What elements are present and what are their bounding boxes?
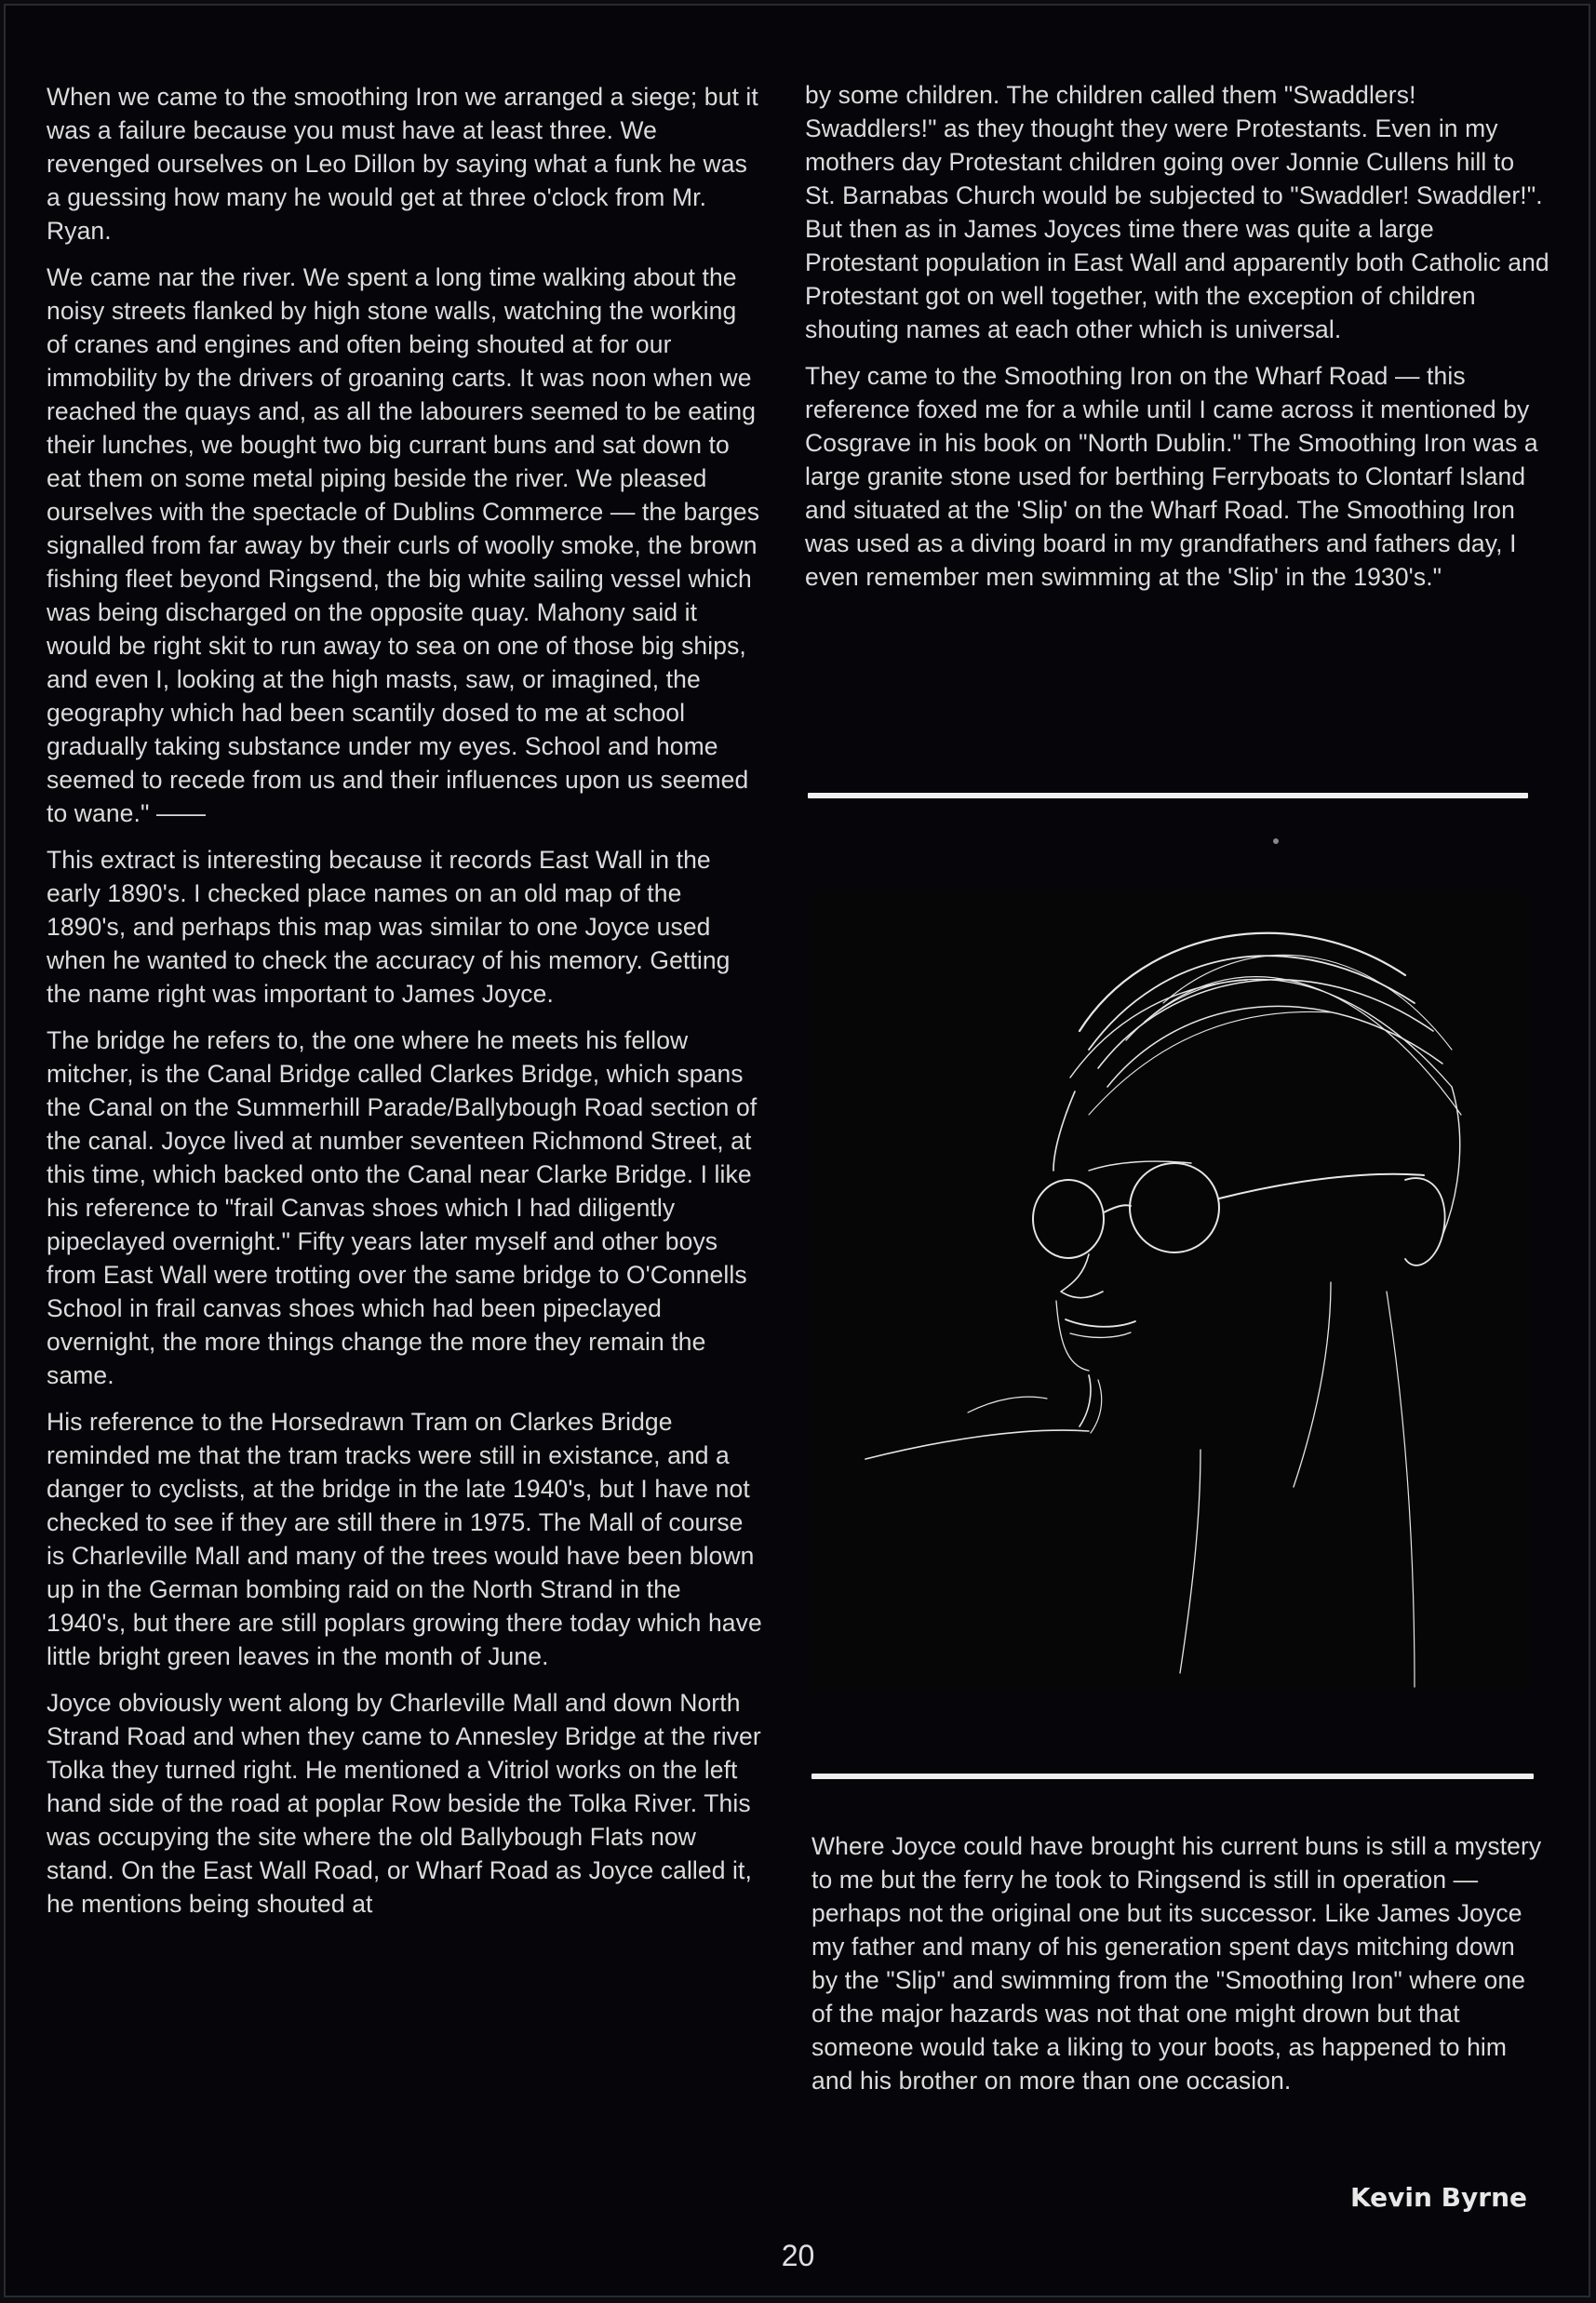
paragraph: When we came to the smoothing Iron we arranged a siege; but it was a failure because you must have at least three. We revenged ourselves on Leo Dillon by saying what a funk he was a guessing how many he would get at three o'clock from Mr. Ryan. xyxy=(47,83,758,245)
divider-rule xyxy=(808,793,1528,798)
page-number: 20 xyxy=(781,2239,815,2272)
paragraph: Joyce obviously went along by Charleville Mall and down North Strand Road and when they came to Annesley Bridge at the river Tolka they turned right. He mentioned a Vitriol works on the left hand side of the road at poplar Row beside the Tolka River. This was occupying the site where the old Ballybough Flats now stand. On the East Wall Road, or Wharf Road as Joyce called it, he mentions being shouted at xyxy=(47,1689,761,1918)
paragraph: Where Joyce could have brought his current buns is still a mystery to me but the ferry he took to Ringsend is still in operation — perhaps not the original one but its successor. Like James Joyce my father and many of his generation spent days mitching down by the "Slip" and swimming from the "Smoothing Iron" where one of the major hazards was not that one might drown but that someone would take a liking to your boots, as happened to him and his brother on more than one occasion. xyxy=(811,1832,1542,2095)
divider-rule xyxy=(811,1774,1534,1779)
paragraph: The bridge he refers to, the one where he meets his fellow mitcher, is the Canal Bridge called Clarkes Bridge, which spans the Canal on the Summerhill Parade/Ballybough Road section of the canal. Joyce lived at number seventeen Richmond Street, at this time, which backed onto the Canal near Clarke Bridge. I like his reference to "frail Canvas shoes which I had diligently pipeclayed overnight." Fifty years later myself and other boys from East Wall were trotting over the same bridge to O'Connells School in frail canvas shoes which had been pipeclayed overnight, the more things change the more they remain the same. xyxy=(47,1026,758,1389)
left-column xyxy=(47,80,763,1934)
paragraph: We came nar the river. We spent a long time walking about the noisy streets flanked by high stone walls, watching the working of cranes and engines and often being shouted at for our immobility by the drivers of groaning carts. It was noon when we reached the quays and, as all the labourers seemed to be eating their lunches, we bought two big currant buns and sat down to eat them on some metal piping beside the river. We pleased ourselves with the spectacle of Dublins Commerce — the barges signalled from far away by their curls of woolly smoke, the brown fishing fleet beyond Ringsend, the big white sailing vessel which was being discharged on the opposite quay. Mahony said it would be right skit to run away to sea on one of those big ships, and even I, looking at the high masts, saw, or imagined, the geography which had been scantily dosed to me at school gradually taking substance under my eyes. School and home seemed to recede from us and their influences upon us seemed to wane." —— xyxy=(47,263,760,827)
paragraph: His reference to the Horsedrawn Tram on Clarkes Bridge reminded me that the tram tracks were still in existance, and a danger to cyclists, at the bridge in the late 1940's, but I have not checked to see if they are still there in 1975. The Mall of course is Charleville Mall and many of the trees would have been blown up in the German bombing raid on the North Strand in the 1940's, but there are still poplars growing there today which have little bright green leaves in the month of June. xyxy=(47,1408,762,1670)
paragraph: They came to the Smoothing Iron on the Wharf Road — this reference foxed me for a while until I came across it mentioned by Cosgrave in his book on "North Dublin." The Smoothing Iron was a large granite stone used for berthing Ferryboats to Clontarf Island and situated at the 'Slip' on the Wharf Road. The Smoothing Iron was used as a diving board in my grandfathers and fathers day, I even remember men swimming at the 'Slip' in the 1930's." xyxy=(805,362,1538,591)
speck xyxy=(1273,838,1279,844)
portrait-sketch-image xyxy=(810,891,1528,1690)
paragraph: This extract is interesting because it records East Wall in the early 1890's. I checked place names on an old map of the 1890's, and perhaps this map was similar to one Joyce used when he wanted to check the accuracy of his memory. Getting the name right was important to James Joyce. xyxy=(47,846,731,1008)
right-column-bottom xyxy=(811,1829,1547,2110)
author-byline: Kevin Byrne xyxy=(1349,2182,1527,2213)
paragraph: by some children. The children called them "Swaddlers! Swaddlers!" as they thought they were Protestants. Even in my mothers day Protestant children going over Jonnie Cullens hill to St. Barnabas Church would be subjected to "Swaddler! Swaddler!". But then as in James Joyces time there was quite a large Protestant population in East Wall and apparently both Catholic and Protestant got on well together, with the exception of children shouting names at each other which is universal. xyxy=(805,81,1549,343)
right-column-top xyxy=(805,78,1549,607)
